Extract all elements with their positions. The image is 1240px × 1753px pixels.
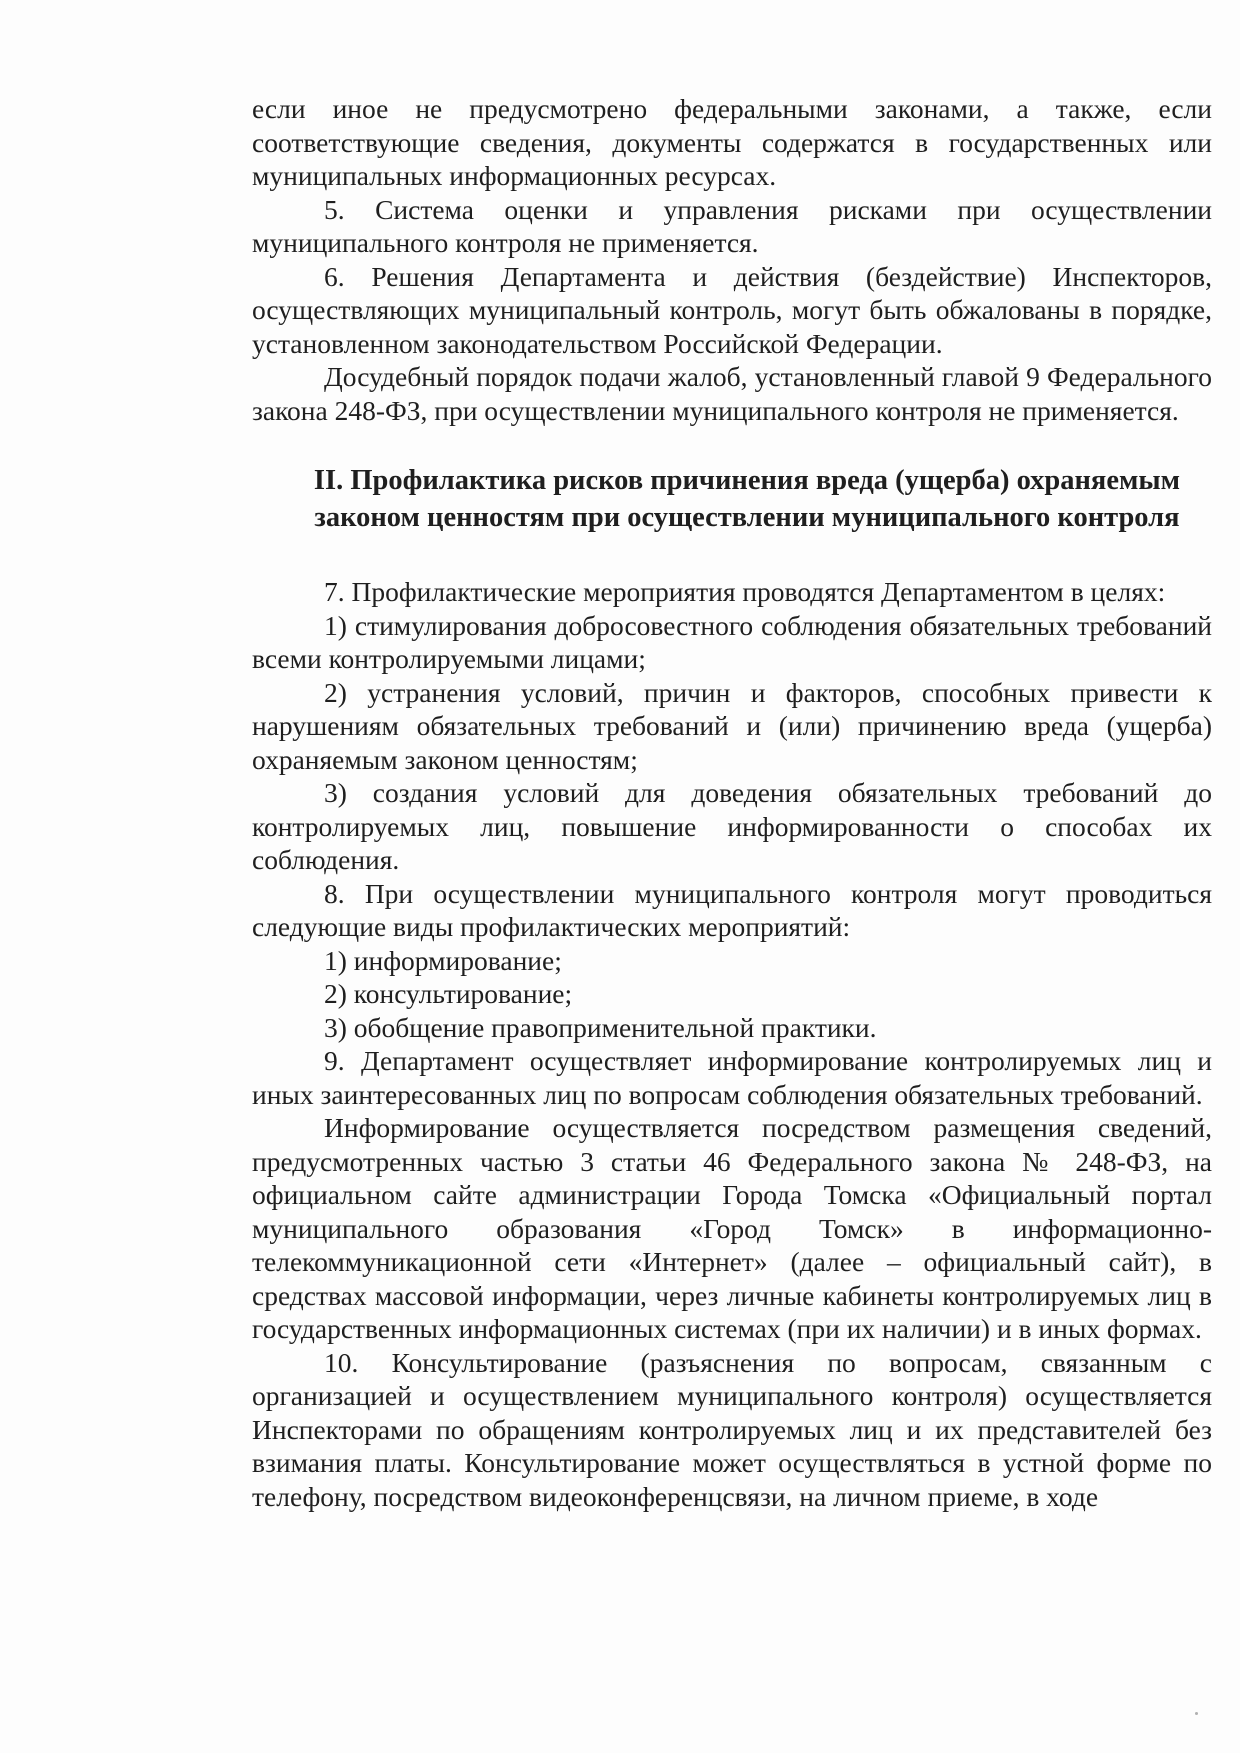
section-heading: II. Профилактика рисков причинения вреда (ущерба) охраняемым законом ценностям при осуществлении муниципального контроля <box>313 465 1181 533</box>
list-item-7-3: 3) создания условий для доведения обязательных требований до контролируемых лиц, повышение информированности о способах их соблюдения. <box>252 777 1212 875</box>
list-item-8-3: 3) обобщение правоприменительной практики. <box>324 1011 877 1043</box>
paragraph-8: 8. При осуществлении муниципального контроля могут проводиться следующие виды профилактических мероприятий: <box>252 877 1212 942</box>
paragraph-appeal-procedure: Досудебный порядок подачи жалоб, установленный главой 9 Федерального закона 248-ФЗ, при осуществлении муниципального контроля не применяется. <box>252 361 1212 426</box>
paragraph-informing: Информирование осуществляется посредством размещения сведений, предусмотренных частью 3 статьи 46 Федерального закона № 248-ФЗ, на официальном сайте администрации Города Томска «Официальный портал муниципального образования «Город Томск» в информационно-телекоммуникационной сети «Интернет» (далее – официальный сайт), в средствах массовой информации, через личные кабинеты контролируемых лиц в государственных информационных системах (при их наличии) и в иных формах. <box>252 1112 1212 1344</box>
list-item-7-1: 1) стимулирования добросовестного соблюдения обязательных требований всеми контролируемыми лицами; <box>252 609 1212 674</box>
paragraph-6: 6. Решения Департамента и действия (бездействие) Инспекторов, осуществляющих муниципальный контроль, могут быть обжалованы в порядке, установленном законодательством Российской Федерации. <box>252 260 1212 359</box>
paragraph-continuation: если иное не предусмотрено федеральными законами, а также, если соответствующие сведения, документы содержатся в государственных или муниципальных информационных ресурсах. <box>252 93 1212 191</box>
list-item-7-2: 2) устранения условий, причин и факторов, способных привести к нарушениям обязательных требований и (или) причинению вреда (ущерба) охраняемым законом ценностям; <box>252 676 1212 775</box>
list-item-8-1: 1) информирование; <box>324 944 562 976</box>
paragraph-7: 7. Профилактические мероприятия проводятся Департаментом в целях: <box>324 576 1166 607</box>
paragraph-10: 10. Консультирование (разъяснения по вопросам, связанным с организацией и осуществлением муниципального контроля) осуществляется Инспекторами по обращениям контролируемых лиц и их представителей без взимания платы. Консультирование может осуществляться в устной форме по телефону, посредством видеоконференцсвязи, на личном приеме, в ходе <box>252 1346 1212 1512</box>
paragraph-9: 9. Департамент осуществляет информирование контролируемых лиц и иных заинтересованных лиц по вопросам соблюдения обязательных требований. <box>252 1045 1212 1110</box>
paragraph-5: 5. Система оценки и управления рисками при осуществлении муниципального контроля не применяется. <box>252 193 1212 258</box>
list-item-8-2: 2) консультирование; <box>324 978 573 1009</box>
document-body <box>252 92 1212 1513</box>
scan-speck <box>1195 1712 1198 1715</box>
